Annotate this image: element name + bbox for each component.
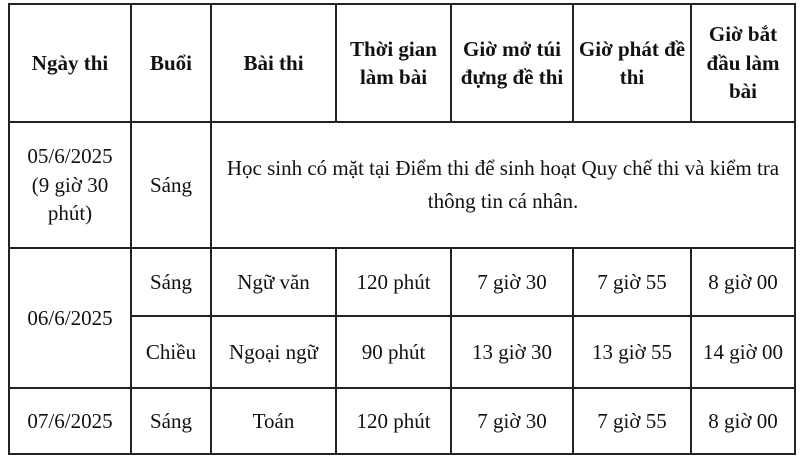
exam-date-cell: 06/6/2025 bbox=[9, 248, 131, 388]
envelope-open-cell: 13 giờ 30 bbox=[451, 316, 573, 388]
header-envelope-open: Giờ mở túi đựng đề thi bbox=[451, 4, 573, 122]
exam-date: 05/6/2025 bbox=[27, 144, 113, 169]
paper-distribution-cell: 7 giờ 55 bbox=[573, 388, 691, 454]
exam-date-cell: 07/6/2025 bbox=[9, 388, 131, 454]
header-start-time: Giờ bắt đầu làm bài bbox=[691, 4, 795, 122]
session-cell: Sáng bbox=[131, 248, 211, 316]
exam-time-note: (9 giờ 30 phút) bbox=[31, 172, 109, 226]
envelope-open-cell: 7 giờ 30 bbox=[451, 248, 573, 316]
subject-cell: Ngữ văn bbox=[211, 248, 336, 316]
paper-distribution-cell: 7 giờ 55 bbox=[573, 248, 691, 316]
table-row bbox=[9, 122, 795, 248]
subject-cell: Toán bbox=[211, 388, 336, 454]
session-cell: Sáng bbox=[131, 388, 211, 454]
session-cell: Sáng bbox=[131, 122, 211, 248]
duration-cell: 120 phút bbox=[336, 248, 451, 316]
subject-cell: Ngoại ngữ bbox=[211, 316, 336, 388]
start-time-cell: 8 giờ 00 bbox=[691, 388, 795, 454]
table-row bbox=[9, 248, 795, 316]
envelope-open-cell: 7 giờ 30 bbox=[451, 388, 573, 454]
header-exam-date: Ngày thi bbox=[9, 4, 131, 122]
header-session: Buổi bbox=[131, 4, 211, 122]
start-time-cell: 14 giờ 00 bbox=[691, 316, 795, 388]
table-row bbox=[9, 388, 795, 454]
table-body bbox=[9, 122, 795, 454]
header-paper-distribution: Giờ phát đề thi bbox=[573, 4, 691, 122]
paper-distribution-cell: 13 giờ 55 bbox=[573, 316, 691, 388]
duration-cell: 120 phút bbox=[336, 388, 451, 454]
start-time-cell: 8 giờ 00 bbox=[691, 248, 795, 316]
duration-cell: 90 phút bbox=[336, 316, 451, 388]
exam-schedule-table bbox=[8, 3, 796, 455]
table-header bbox=[9, 4, 795, 122]
exam-date-cell bbox=[9, 122, 131, 248]
header-subject: Bài thi bbox=[211, 4, 336, 122]
session-cell: Chiều bbox=[131, 316, 211, 388]
orientation-note: Học sinh có mặt tại Điểm thi để sinh hoạt Quy chế thi và kiểm tra thông tin cá nhân. bbox=[211, 122, 795, 248]
header-row bbox=[9, 4, 795, 122]
header-duration: Thời gian làm bài bbox=[336, 4, 451, 122]
